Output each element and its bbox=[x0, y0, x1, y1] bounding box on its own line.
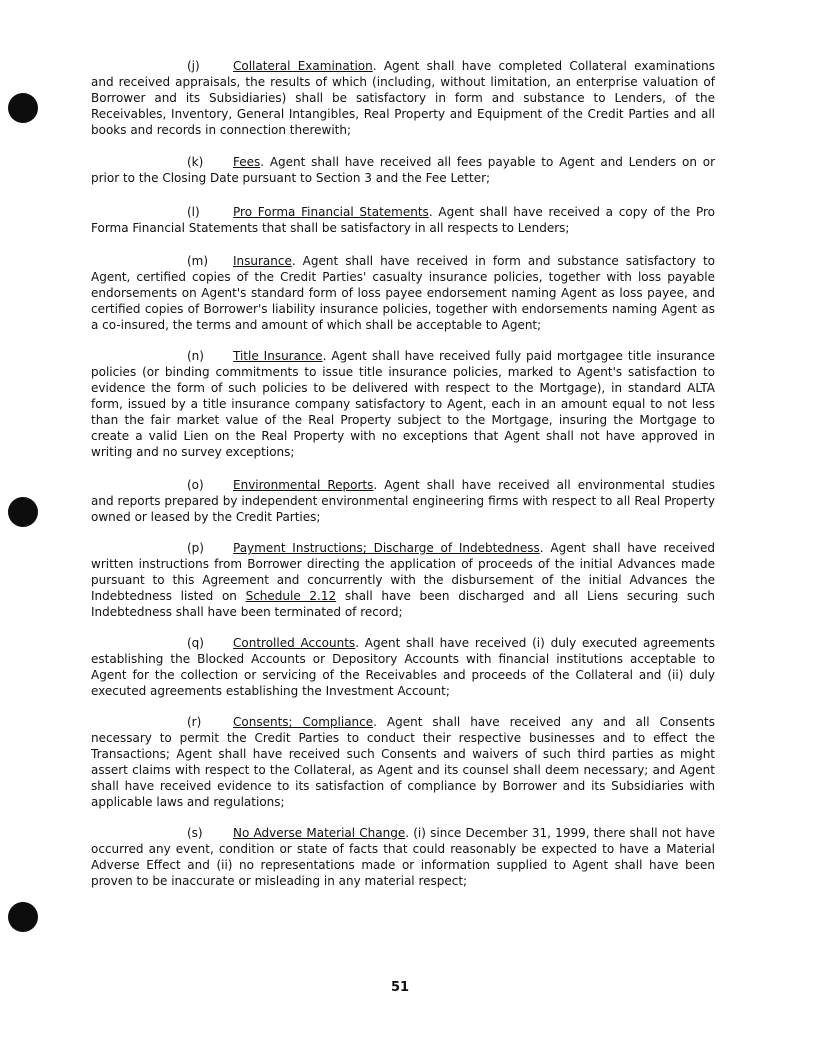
paragraph-heading: Environmental Reports bbox=[233, 478, 374, 492]
paragraph-heading: Payment Instructions; Discharge of Indebtedness bbox=[233, 541, 540, 555]
paragraph-letter: (q) bbox=[187, 636, 204, 650]
paragraph-heading: Pro Forma Financial Statements bbox=[233, 205, 429, 219]
schedule-reference: Schedule 2.12 bbox=[245, 589, 337, 603]
paragraph-text: . Agent shall have received fully paid mortgagee title insurance policies (or binding commitments to issue title insurance policies, marked to Agent's satisfaction to evidence the form of such policies to be delivered with respect to the Mortgage), in standard ALTA form, issued by a title insurance company satisfactory to Agent, each in an amount equal to not less than the fair market value of the Real Property subject to the Mortgage, insuring the Mortgage to create a valid Lien on the Real Property with no exceptions that Agent shall not have approved in writing and no survey exceptions; bbox=[91, 349, 716, 459]
paragraph-n bbox=[91, 348, 715, 460]
paragraph-text: . Agent shall have received all fees payable to Agent and Lenders on or prior to the Closing Date pursuant to Section 3 and the Fee Letter; bbox=[91, 155, 715, 185]
binder-hole-middle bbox=[8, 497, 38, 527]
paragraph-letter: (o) bbox=[187, 478, 204, 492]
paragraph-text: . Agent shall have completed Collateral examinations and received appraisals, the results of which (including, without limitation, an enterprise valuation of Borrower and its Subsidiaries) shall be satisfactory in form and substance to Lenders, of the Receivables, Inventory, General Intangibles, Real Property and Equipment of the Credit Parties and all books and records in connection therewith; bbox=[91, 59, 715, 137]
paragraph-q bbox=[91, 635, 715, 699]
paragraph-o bbox=[91, 477, 715, 525]
binder-hole-top bbox=[8, 93, 38, 123]
paragraph-letter: (j) bbox=[187, 59, 200, 73]
paragraph-letter: (p) bbox=[187, 541, 204, 555]
paragraph-j bbox=[91, 58, 715, 138]
paragraph-letter: (m) bbox=[187, 254, 209, 268]
paragraph-heading: Fees bbox=[233, 155, 261, 169]
paragraph-heading: No Adverse Material Change bbox=[233, 826, 406, 840]
paragraph-r bbox=[91, 714, 715, 810]
paragraph-text: . Agent shall have received any and all Consents necessary to permit the Credit Parties to conduct their respective businesses and to effect the Transactions; Agent shall have received such Consents and waivers of such third parties as might assert claims with respect to the Collateral, as Agent and its counsel shall deem necessary; and Agent shall have received evidence to its satisfaction of compliance by Borrower and its Subsidiaries with applicable laws and regulations; bbox=[91, 715, 716, 809]
paragraph-letter: (l) bbox=[187, 205, 200, 219]
paragraph-l bbox=[91, 204, 715, 236]
paragraph-letter: (r) bbox=[187, 715, 202, 729]
paragraph-heading: Consents; Compliance bbox=[233, 715, 374, 729]
paragraph-text: . Agent shall have received in form and substance satisfactory to Agent, certified copies of the Credit Parties' casualty insurance policies, together with loss payable endorsements on Agent's standard form of loss payee endorsement naming Agent as loss payee, and certified copies of Borrower's liability insurance policies, together with endorsements naming Agent as a co-insured, the terms and amount of which shall be acceptable to Agent; bbox=[91, 254, 715, 332]
paragraph-k bbox=[91, 154, 715, 186]
paragraph-heading: Controlled Accounts bbox=[233, 636, 356, 650]
paragraph-text-continued: shall have been discharged and all Liens securing such Indebtedness shall have been terminated of record; bbox=[91, 589, 715, 619]
paragraph-text: . (i) since December 31, 1999, there shall not have occurred any event, condition or state of facts that could reasonably be expected to have a Material Adverse Effect and (ii) no representations made or information supplied to Agent shall have been proven to be inaccurate or misleading in any material respect; bbox=[91, 826, 715, 888]
paragraph-letter: (s) bbox=[187, 826, 203, 840]
paragraph-text: . Agent shall have received written instructions from Borrower directing the application of proceeds of the initial Advances made pursuant to this Agreement and concurrently with the disbursement of the initial Advances the Indebtedness listed on bbox=[91, 541, 715, 603]
paragraph-m bbox=[91, 253, 715, 333]
paragraph-text: . Agent shall have received all environmental studies and reports prepared by independent environmental engineering firms with respect to all Real Property owned or leased by the Credit Parties; bbox=[91, 478, 715, 524]
paragraph-s bbox=[91, 825, 715, 889]
paragraph-p bbox=[91, 540, 715, 620]
paragraph-heading: Collateral Examination bbox=[233, 59, 373, 73]
page-number: 51 bbox=[390, 980, 410, 995]
paragraph-text: . Agent shall have received a copy of the Pro Forma Financial Statements that shall be satisfactory in all respects to Lenders; bbox=[91, 205, 715, 235]
paragraph-text: . Agent shall have received (i) duly executed agreements establishing the Blocked Accounts or Depository Accounts with financial institutions acceptable to Agent for the collection or servicing of the Receivables and proceeds of the Collateral and (ii) duly executed agreements establishing the Investment Account; bbox=[91, 636, 716, 698]
paragraph-heading: Title Insurance bbox=[233, 349, 323, 363]
paragraph-heading: Insurance bbox=[233, 254, 292, 268]
paragraph-letter: (k) bbox=[187, 155, 204, 169]
binder-hole-bottom bbox=[8, 902, 38, 932]
paragraph-letter: (n) bbox=[187, 349, 204, 363]
